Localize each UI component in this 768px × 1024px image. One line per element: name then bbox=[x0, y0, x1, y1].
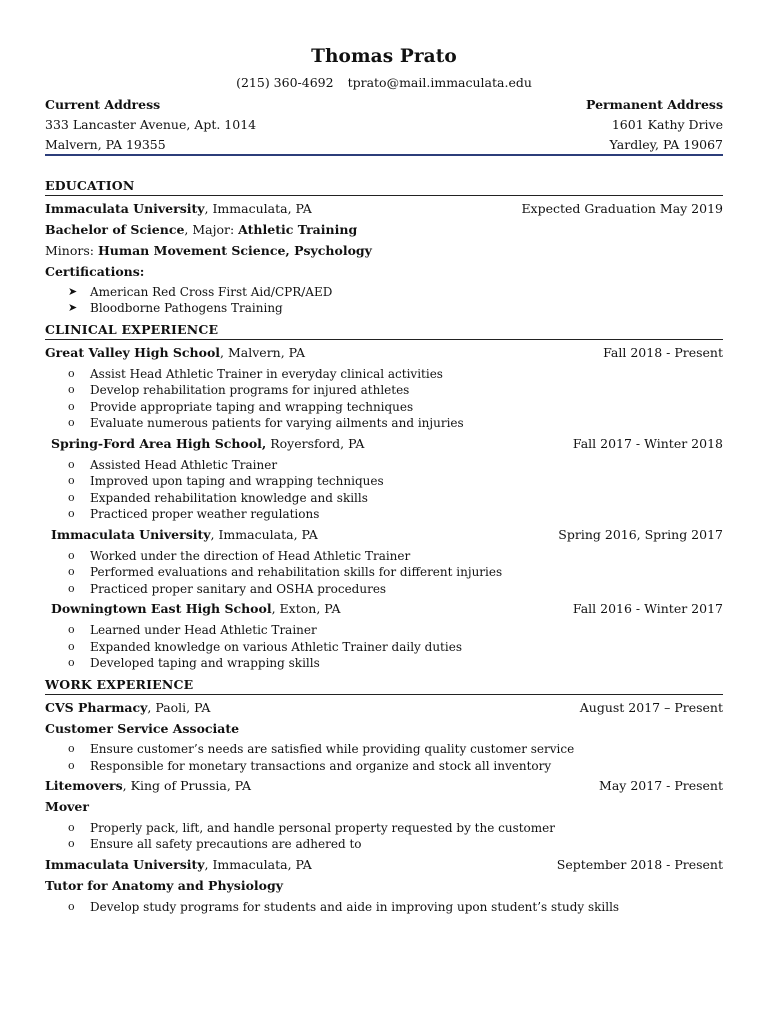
work-job-header bbox=[45, 700, 723, 715]
circle-bullet-icon: o bbox=[68, 549, 75, 562]
permanent-address-label: Permanent Address bbox=[586, 97, 723, 112]
phone-number: (215) 360-4692 bbox=[236, 75, 334, 90]
circle-bullet-icon: o bbox=[68, 507, 75, 520]
circle-bullet-icon: o bbox=[68, 474, 75, 487]
clinical-job-header bbox=[51, 527, 723, 542]
circle-bullet-icon: o bbox=[68, 416, 75, 429]
clinical-job-header bbox=[51, 601, 723, 616]
current-address bbox=[45, 95, 256, 155]
circle-bullet-icon: o bbox=[68, 821, 75, 834]
permanent-address bbox=[586, 95, 723, 155]
circle-bullet-icon: o bbox=[68, 900, 75, 913]
job-location: , Immaculata, PA bbox=[210, 527, 318, 542]
circle-bullet-icon: o bbox=[68, 656, 75, 669]
current-address-label: Current Address bbox=[45, 97, 161, 112]
circle-bullet-icon: o bbox=[68, 491, 75, 504]
degree-name: Bachelor of Science bbox=[45, 222, 185, 237]
work-job-header bbox=[45, 857, 723, 872]
current-address-line2: Malvern, PA 19355 bbox=[45, 137, 166, 152]
job-location: , Exton, PA bbox=[271, 601, 341, 616]
job-org: Spring-Ford Area High School, bbox=[51, 436, 267, 451]
clinical-job-header bbox=[45, 345, 723, 360]
job-location: , King of Prussia, PA bbox=[122, 778, 252, 793]
job-dates: Fall 2016 - Winter 2017 bbox=[572, 601, 723, 616]
minors-line bbox=[45, 243, 723, 258]
header-divider bbox=[45, 154, 723, 156]
circle-bullet-icon: o bbox=[68, 458, 75, 471]
circle-bullet-icon: o bbox=[68, 837, 75, 850]
arrow-bullet-icon: ➤ bbox=[68, 285, 78, 298]
job-dates: May 2017 - Present bbox=[599, 778, 723, 793]
circle-bullet-icon: o bbox=[68, 367, 75, 380]
certifications-label: Certifications: bbox=[45, 264, 145, 279]
circle-bullet-icon: o bbox=[68, 742, 75, 755]
job-dates: September 2018 - Present bbox=[556, 857, 723, 872]
arrow-bullet-icon: ➤ bbox=[68, 301, 78, 314]
education-heading: EDUCATION bbox=[45, 178, 723, 196]
graduation-date: Expected Graduation May 2019 bbox=[521, 201, 723, 216]
circle-bullet-icon: o bbox=[68, 565, 75, 578]
minors-label: Minors: bbox=[45, 243, 98, 258]
circle-bullet-icon: o bbox=[68, 582, 75, 595]
job-location: Royersford, PA bbox=[266, 436, 365, 451]
education-school-line bbox=[45, 201, 723, 216]
permanent-address-line2: Yardley, PA 19067 bbox=[609, 137, 723, 152]
work-job-header bbox=[45, 778, 723, 793]
current-address-line1: 333 Lancaster Avenue, Apt. 1014 bbox=[45, 117, 257, 132]
job-dates: Fall 2017 - Winter 2018 bbox=[572, 436, 723, 451]
resume-page: Thomas Prato (215) 360-4692 tprato@mail.immaculata.edu Current Address 333 Lancaster Avenue, Apt. 1014 Malvern, PA 19355 Permanent Address 1601 Kathy Drive Yardley, PA 19067 EDUCATION Immaculata University, Immaculata, PA Expected Graduation May 2019 Bachelor of Science, Major: Athletic Training Minors: Human Movement Science, Psychology Certifications: ➤ American Red Cross First Aid/CPR/AED ➤ Bloodborne Pathogens Training CLINICAL EXPERIENCE Great Valley High School, Malvern, PA Fall 2018 - Present o Assist Head Athletic Trainer in everyday clinical activities o Develop rehabilitation programs for injured athletes o Provide appropriate taping and wrapping techniques o Evaluate numerous patients for varying ailments and injuries Spring-Ford Area High School, Royersford, PA Fall 2017 - Winter 2018 o Assisted Head Athletic Trainer o Improved upon taping and wrapping techniques o Expanded rehabilitation knowledge and skills o Practiced proper weather regulations Immaculata University, Immaculata, PA Spring 2016, Spring 2017 o Worked under the direction of Head Athletic Trainer o Performed evaluations and rehabilitation skills for different injuries o Practiced proper sanitary and OSHA procedures Downingtown East High School, Exton, PA Fall 2016 - Winter 2017 o Learned under Head Athletic Trainer o Expanded knowledge on various Athletic Trainer daily duties o Developed taping and wrapping skills WORK EXPERIENCE CVS Pharmacy, Paoli, PA August 2017 – Present Customer Service Associate o Ensure customer’s needs are satisfied while providing quality customer service o Responsible for monetary transactions and organize and stock all inventory Litemovers, King of Prussia, PA May 2017 - Present Mover o Properly pack, lift, and handle personal property requested by the customer o Ensure all safety precautions are adhered to Immaculata University, Immaculata, PA September 2018 - Present Tutor for Anatomy and Physiology o Develop study programs for students and aide in improving upon student’s study skills bbox=[0, 0, 768, 1024]
major-name: Athletic Training bbox=[238, 222, 358, 237]
permanent-address-line1: 1601 Kathy Drive bbox=[611, 117, 723, 132]
degree-sep: , Major: bbox=[184, 222, 239, 237]
email-address: tprato@mail.immaculata.edu bbox=[347, 75, 532, 90]
job-title: Tutor for Anatomy and Physiology bbox=[45, 878, 284, 893]
circle-bullet-icon: o bbox=[68, 383, 75, 396]
job-org: Litemovers bbox=[45, 778, 123, 793]
job-org: CVS Pharmacy bbox=[45, 700, 148, 715]
circle-bullet-icon: o bbox=[68, 759, 75, 772]
job-title: Customer Service Associate bbox=[45, 721, 240, 736]
job-org: Immaculata University bbox=[51, 527, 211, 542]
applicant-name: Thomas Prato bbox=[311, 46, 457, 67]
degree-line bbox=[45, 222, 723, 237]
circle-bullet-icon: o bbox=[68, 640, 75, 653]
job-location: , Immaculata, PA bbox=[204, 857, 312, 872]
job-dates: Spring 2016, Spring 2017 bbox=[558, 527, 723, 542]
job-location: , Paoli, PA bbox=[147, 700, 211, 715]
school-name: Immaculata University bbox=[45, 201, 205, 216]
circle-bullet-icon: o bbox=[68, 400, 75, 413]
work-heading: WORK EXPERIENCE bbox=[45, 677, 723, 695]
job-org: Downingtown East High School bbox=[51, 601, 272, 616]
job-org: Immaculata University bbox=[45, 857, 205, 872]
job-dates: August 2017 – Present bbox=[579, 700, 723, 715]
job-dates: Fall 2018 - Present bbox=[603, 345, 723, 360]
job-org: Great Valley High School bbox=[45, 345, 221, 360]
clinical-job-header bbox=[51, 436, 723, 451]
contact-line bbox=[0, 75, 768, 90]
job-location: , Malvern, PA bbox=[220, 345, 305, 360]
clinical-heading: CLINICAL EXPERIENCE bbox=[45, 322, 723, 340]
circle-bullet-icon: o bbox=[68, 623, 75, 636]
job-title: Mover bbox=[45, 799, 89, 814]
school-location: , Immaculata, PA bbox=[204, 201, 312, 216]
minors-value: Human Movement Science, Psychology bbox=[97, 243, 372, 258]
